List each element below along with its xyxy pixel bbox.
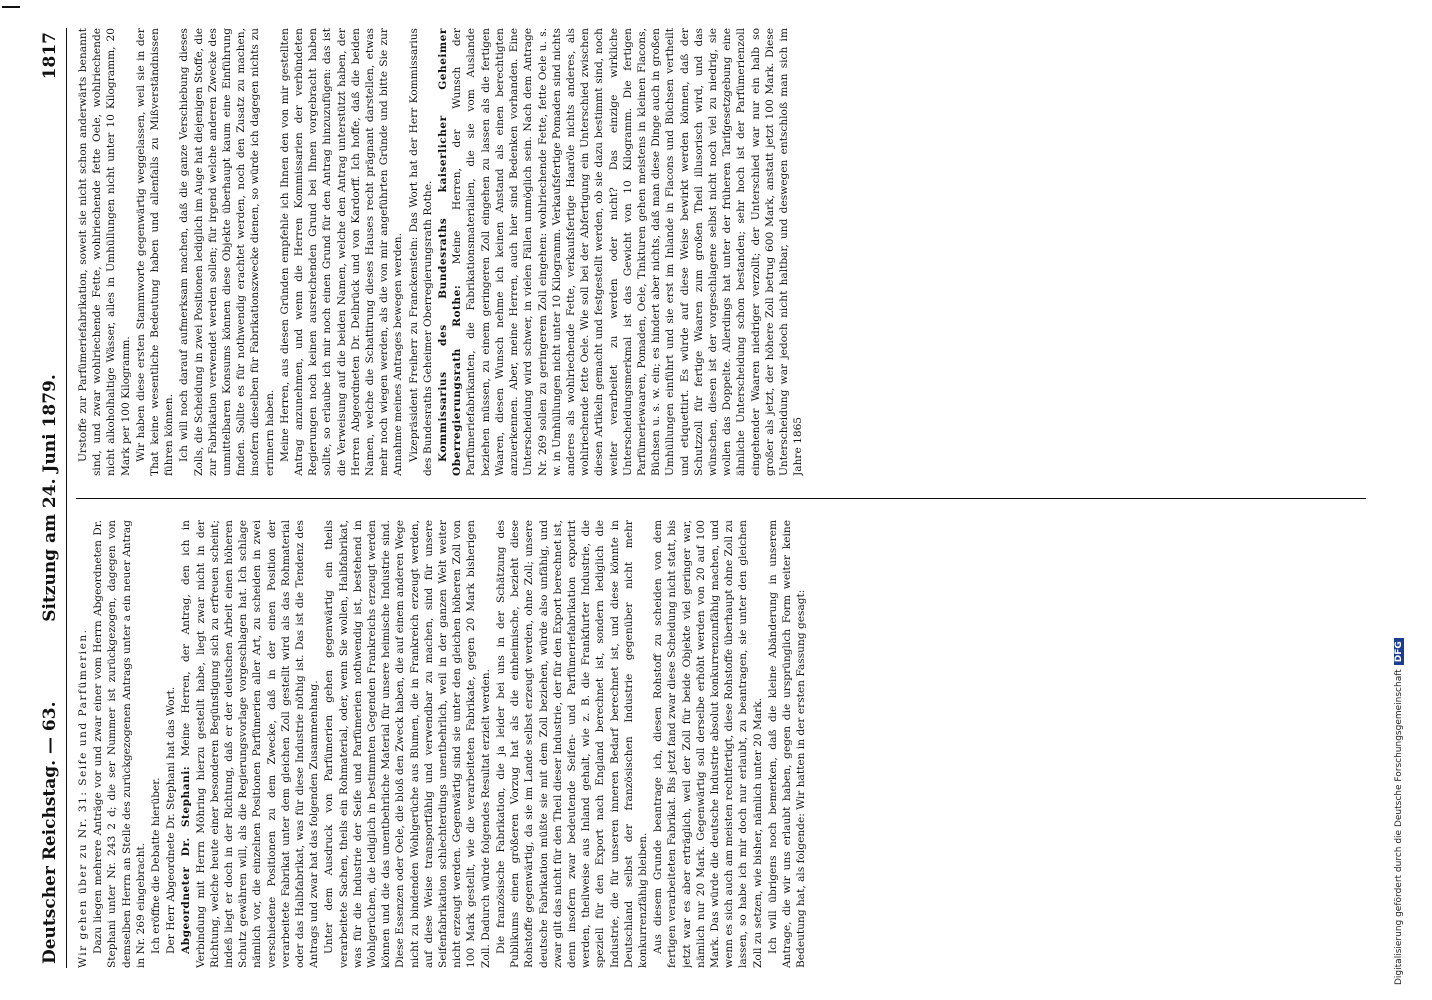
- scan-corner-mark: [2, 0, 20, 8]
- running-head-center: Sitzung am 24. Juni 1879.: [40, 374, 60, 622]
- paragraph: Wir haben diese ersten Stammworte gegenwärtig weggelassen, weil sie in der That keine wesentliche Bedeutung haben und allenfalls zu Mißverständnissen führen können.: [134, 28, 176, 476]
- speaker-name: Abgeordneter Dr. Stephani:: [180, 765, 193, 954]
- paragraph: Unter dem Ausdruck von Parfümerien gehen gegenwärtig ein theils verarbeitete Sachen, theils ein Rohmaterial, oder, wenn Sie wollen, Halbfabrikat, was für die Industrie der Seife und Parfümerien nothwendig ist, bestehend in Wohlgerüchen, die lediglich in bestimmten Gegenden Frankreichs erzeugt werden können und die das unentbehrliche Material für unsere heimische Industrie sind. Diese Essenzen oder Oele, die bloß den Zweck haben, die auf einem anderen Wege nicht zu bindenden Wohlgerüche aus Blumen, die in Frankreich erzeugt werden, auf diese Weise transportfähig und verwendbar zu machen, sind für unsere Seifenfabrikation schlechterdings unentbehrlich, weil in der ganzen Welt weiter nicht erzeugt werden. Gegenwärtig sind sie unter den gleichen höheren Zoll von 100 Mark gestellt, wie die verarbeiteten Fabrikate, gegen 20 Mark bisherigen Zoll. Dadurch würde folgendes Resultat erzielt werden.: [323, 520, 492, 968]
- credit-text: Digitalisierung gefördert durch die Deutsche Forschungsgemeinschaft: [1394, 669, 1404, 985]
- speech-text: Meine Herren, der Wunsch der Parfümeriefabrikanten, die Fabrikationsmaterialien, die sie vom Auslande beziehen müssen, zu einem geringeren Zoll eingehen zu lassen als die fertigen Waaren, diesen Wunsch nehme ich keinen Anstand als einen berechtigten anzuerkennen. Aber, meine Herren, auch hier sind Bedenken vorhanden. Eine Unterscheidung wird schwer, in vielen Fällen unmöglich sein. Nach dem Antrage Nr. 269 sollen zu geringerem Zoll eingehen: wohlriechende Fette, fette Oele u. s. w. in Umhüllungen nicht unter 10 Kilogramm. Verkaufsfertige Pomaden sind nichts anderes als wohlriechende Fette, verkaufsfertige Haaröle nichts anderes, als wohlriechende fette Oele. Wie soll bei der Abfertigung ein Unterschied zwischen diesen Artikeln gemacht und festgestellt werden, ob sie dazu bestimmt sind, noch weiter verarbeitet zu werden oder nicht? Das einzige wirkliche Unterscheidungsmerkmal ist das Gewicht von 10 Kilogramm. Die fertigen Parfümeriewaaren, Pomaden, Oele, Tinkturen gehen meistens in kleinen Flacons, Büchsen u. s. w. ein; es hindert aber nichts, daß man diese Dinge auch in großen Umhüllungen einführt und sie erst im Inlande in Flacons und Büchsen vertheilt und etiquettirt. Es würde auf diese Weise bewirkt werden können, daß der Schutzzoll für fertige Waaren zum großen Theil illusorisch wird, und das wünschen, diesen ist der vorgeschlagene selbst nicht noch viel zu niedrig, sie wollen das Doppelte. Allerdings hat unter der früheren Tarifgesetzgebung eine ähnliche Unterscheidung schon bestanden; sehr hoch ist der Parfümerienzoll eingehender Waaren niedriger verzollt; der Unterschied war nur ein halb so großer als jetzt, der höhere Zoll betrug 600 Mark, anstatt jetzt 100 Mark. Diese Unterscheidung war jedoch nicht haltbar, und deswegen entschloß man sich im Jahre 1865: [451, 28, 805, 476]
- paragraph: Dazu liegen mehrere Anträge vor und zwar einer vom Herrn Abgeordneten Dr. Stephani unter Nr. 243 2 d; die ser Nummer ist zurückgezogen, dagegen von demselben Herrn an Stelle des zurückgezogenen Antrags unter a ein neuer Antrag in Nr. 269 eingebracht.: [92, 520, 147, 968]
- paragraph: Ich eröffne die Debatte hierüber.: [150, 777, 163, 954]
- paragraph: Die französische Fabrikation, die ja leider bei uns in der Schätzung des Publikums einen größeren Vorzug hat als die einheimische, bezieht diese Rohstoffe gegenwärtig, da sie im Lande selbst erzeugt werden, ohne Zoll; unsere deutsche Fabrikation müßte sie mit dem Zoll beziehen, würde also unfähig, und zwar gilt das nicht für den Theil dieser Industrie, der für den Export berechnet ist, denn insofern zwar bedeutende Seifen- und Parfümeriefabrikation exportirt werden, theilweise aus Inland gehalt, wie z. B. die Frankfurter Industrie, die speziell für den Export nach England berechnet ist, sondern lediglich die Industrie, die für unseren inneren Bedarf berechnet ist, und diese könnte in Deutschland selbst der französischen Industrie gegenüber nicht mehr konkurrenzfähig bleiben.: [494, 520, 649, 968]
- running-head: [36, 28, 67, 968]
- dfg-logo: DFG: [1394, 638, 1404, 665]
- speech-text: Meine Herren, der Antrag, den ich in Verbindung mit Herrn Möhring hierzu gestellt habe, liegt zwar nicht in der Richtung, welche heute einer besonderen Begünstigung sich zu erfreuen scheint; indeß liegt er doch in der Richtung, daß er der deutschen Arbeit einen höheren Schutz gewähren will, als die Regierungsvorlage vorgeschlagen hat. Ich schlage nämlich vor, die einzelnen Positionen Parfümerien aller Art, zu scheiden in zwei verschiedene Positionen zu dem Zwecke, daß in der einen Position der verarbeitete Fabrikat unter dem gleichen Zoll gestellt wird als das Rohmaterial oder das Halbfabrikat, was für diese Industrie nöthig ist. Das ist die Tendenz des Antrags und zwar hat das folgenden Zusammenhang.: [180, 520, 321, 968]
- column-divider: [76, 498, 1366, 499]
- page-number: 1817: [40, 32, 60, 80]
- left-column: [76, 520, 1366, 968]
- paragraph: Urstoffe zur Parfümeriefabrikation, soweit sie nicht schon anderwärts benannt sind, und zwar wohlriechende Fette, wohlriechende fette Oele, wohlriechende nicht alkoholhaltige Wässer, alles in Umhüllungen nicht unter 10 Kilogramm, 20 Mark per 100 Kilogramm.: [77, 28, 132, 476]
- paragraph: Meine Herren, aus diesen Gründen empfehle ich Ihnen den von mir gestellten Antrag anzunehmen, und wenn die Herren Kommissarien der verbündeten Regierungen noch keinen ausreichenden Grund bei Ihnen vorgebracht haben sollte, so erlaube ich mir noch einen Grund für den Antrag hinzuzufügen: das ist die Verweisung auf die beiden Namen, welche den Antrag unterstützt haben, der Herren Abgeordneten Dr. Delbrück und von Kardorff. Ich hoffe, daß die beiden Namen, welche die Schattirung dieses Hauses recht prägnant darstellen, etwas mehr noch wiegen werden, als die von mir angeführten Gründe und bitte Sie zur Annahme meines Antrages bewegen werden.: [278, 28, 405, 476]
- digitization-credit: [1394, 638, 1404, 985]
- speaker-name: Kommissarius des Bundesraths kaiserlicher Geheimer Oberregierungsrath Rothe:: [437, 28, 464, 476]
- paragraph: Ich will noch darauf aufmerksam machen, daß die ganze Verschiebung dieses Zolls, die Scheidung in zwei Positionen lediglich im Auge hat diejenigen Stoffe, die zur Fabrikation verwendet werden sollen; für irgend welche anderen Zwecke des unmittelbaren Konsums können diese Objekte überhaupt kaum eine Einführung finden. Sollte es für nothwendig erachtet werden, noch den Zusatz zu machen, insofern dieselben für Fabrikationszwecke dienen, so würde ich dagegen nichts zu erinnern haben.: [178, 28, 276, 476]
- speech-paragraph: [436, 28, 805, 476]
- speech-paragraph: [179, 520, 321, 968]
- paragraph: Vizepräsident Freiherr zu Franckenstein: Das Wort hat der Herr Kommissarius des Bundesraths Geheimer Oberregierungsrath Rothe.: [407, 28, 434, 476]
- paragraph: Der Herr Abgeordnete Dr. Stephani hat das Wort.: [165, 686, 178, 954]
- right-column: [76, 28, 1366, 476]
- paragraph: Ich will übrigens noch bemerken, daß die kleine Abänderung in unserem Antrage, die wir uns erlaubt haben, gegen die ursprünglich Form weiter keine Bedeutung hat, als folgende: Wir hatten in der ersten Fassung gesagt:: [766, 520, 808, 968]
- running-head-left: Deutscher Reichstag. — 63.: [40, 701, 60, 964]
- paragraph: Aus diesem Grunde beantrage ich, diesen Rohstoff zu scheiden von dem fertigen verarbeiteten Fabrikat. Bis jetzt fand zwar diese Scheidung nicht statt, bis jetzt war es aber erträglich, weil der Zoll für beide Objekte viel geringer war, nämlich nur 20 Mark. Gegenwärtig soll derselbe erhöht werden von 20 auf 100 Mark. Das würde die deutsche Industrie absolut konkurrenzunfähig machen, und wenn es sich auch am meisten rechtfertigt, diese Rohstoffe überhaupt ohne Zoll zu lassen, so habe ich mir doch nur erlaubt, zu beantragen, sie unter den gleichen Zoll zu setzen, wie bisher, nämlich unter 20 Mark.: [652, 520, 764, 968]
- paragraph: Wir gehen über zu Nr. 31: Seife und Parfümerien.: [77, 628, 89, 968]
- rotated-page: [36, 28, 1376, 968]
